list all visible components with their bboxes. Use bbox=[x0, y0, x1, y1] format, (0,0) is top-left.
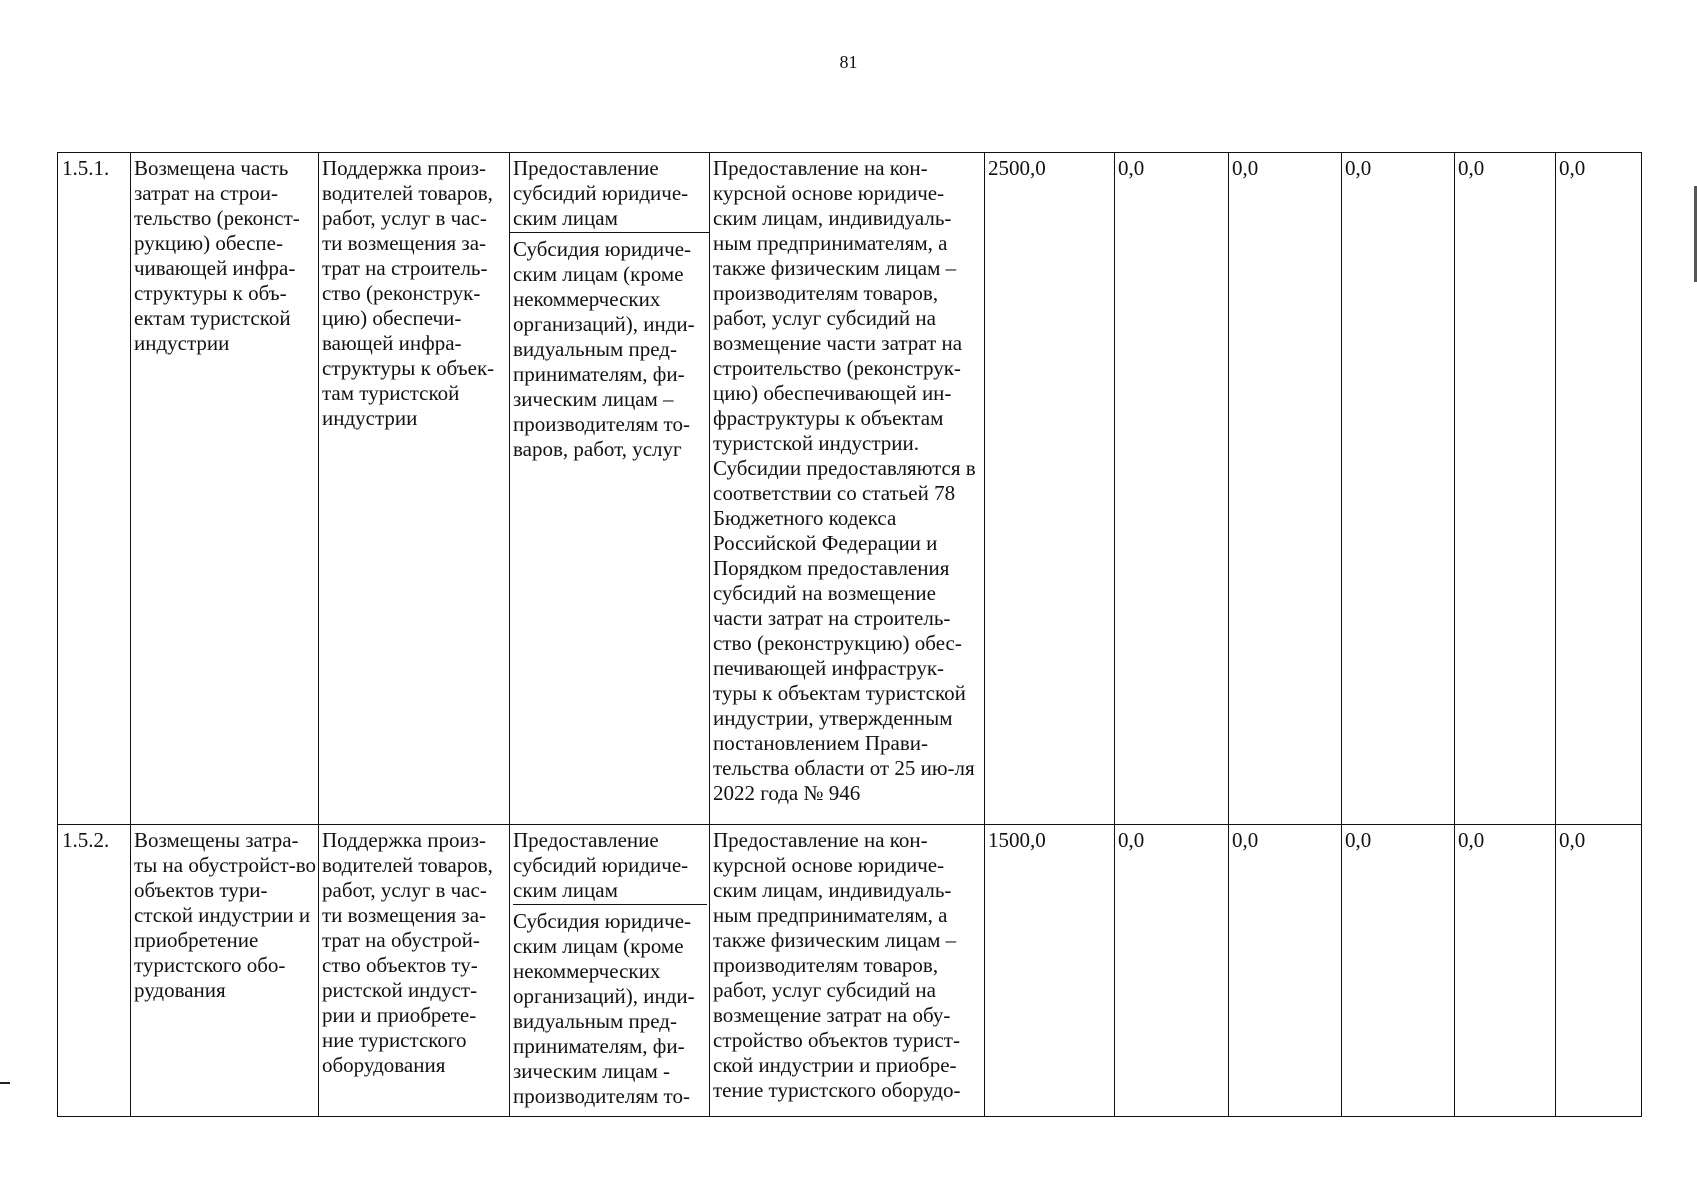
scan-margin-mark bbox=[0, 1082, 10, 1084]
value-cell: 0,0 bbox=[1342, 825, 1455, 1117]
table-row bbox=[58, 825, 1642, 1117]
value-cell: 0,0 bbox=[1229, 825, 1342, 1117]
mechanism-cell bbox=[510, 153, 710, 825]
measure-text: Поддержка произ-водителей товаров, работ, услуг в час-ти возмещения за-трат на строитель-ство (реконструк-цию) обеспечи-вающей инфра-структуры к объек-там туристской индустрии bbox=[322, 156, 495, 430]
mechanism-title: Предоставление субсидий юридиче-ским лицам bbox=[513, 828, 707, 905]
mechanism-detail: Субсидия юридиче-ским лицам (кроме некоммерческих организаций), инди-видуальным пред-принимателям, фи-зическим лицам – производителям то-варов, работ, услуг bbox=[513, 237, 695, 461]
value-cell: 0,0 bbox=[1342, 153, 1455, 825]
value-cell: 0,0 bbox=[1556, 153, 1642, 825]
value-cell: 0,0 bbox=[1455, 825, 1556, 1117]
program-measures-table bbox=[57, 152, 1642, 1117]
mechanism-detail: Субсидия юридиче-ским лицам (кроме некоммерческих организаций), инди-видуальным пред-принимателям, фи-зическим лицам - производителям то- bbox=[513, 909, 695, 1108]
value-cell: 0,0 bbox=[1115, 825, 1229, 1117]
measure-cell bbox=[319, 153, 510, 825]
result-cell bbox=[131, 153, 319, 825]
mechanism-title: Предоставление субсидий юридиче-ским лицам bbox=[510, 156, 709, 233]
measure-cell bbox=[319, 825, 510, 1117]
description-text: Предоставление на кон-курсной основе юридиче-ским лицам, индивидуаль-ным предпринимателям, а также физическим лицам – производителям товаров, работ, услуг субсидий на возмещение части затрат на строительство (реконструк-цию) обеспечивающей ин-фраструктуры к объектам туристской индустрии. Субсидии предоставляются в соответствии со статьей 78 Бюджетного кодекса Российской Федерации и Порядком предоставления субсидий на возмещение части затрат на строитель-ство (реконструкцию) обес-печивающей инфраструк-туры к объектам туристской индустрии, утвержденным постановлением Прави-тельства области от 25 ию-ля 2022 года № 946 bbox=[713, 156, 976, 805]
page-number: 81 bbox=[839, 52, 858, 72]
value-cell: 1500,0 bbox=[985, 825, 1115, 1117]
value-cell: 0,0 bbox=[1455, 153, 1556, 825]
value-cell: 0,0 bbox=[1115, 153, 1229, 825]
value-cell: 2500,0 bbox=[985, 153, 1115, 825]
table-row bbox=[58, 153, 1642, 825]
description-text: Предоставление на кон-курсной основе юридиче-ским лицам, индивидуаль-ным предпринимателям, а также физическим лицам – производителям товаров, работ, услуг субсидий на возмещение затрат на обу-стройство объектов турист-ской индустрии и приобре-тение туристского оборудо- bbox=[713, 828, 961, 1102]
value-cell: 0,0 bbox=[1556, 825, 1642, 1117]
result-cell bbox=[131, 825, 319, 1117]
result-text: Возмещена часть затрат на строи-тельство (реконст-рукцию) обеспе-чивающей инфра-структуры к объ-ектам туристской индустрии bbox=[134, 156, 300, 355]
mechanism-cell bbox=[510, 825, 710, 1117]
description-cell bbox=[710, 153, 985, 825]
row-code: 1.5.1. bbox=[58, 153, 131, 825]
result-text: Возмещены затра-ты на обустройст-во объектов тури-стской индустрии и приобретение туристского обо-рудования bbox=[134, 828, 316, 1002]
row-code: 1.5.2. bbox=[58, 825, 131, 1117]
value-cell: 0,0 bbox=[1229, 153, 1342, 825]
measure-text: Поддержка произ-водителей товаров, работ, услуг в час-ти возмещения за-трат на обустрой-ство объектов ту-ристской индуст-рии и приобрете-ние туристского оборудования bbox=[322, 828, 493, 1077]
description-cell bbox=[710, 825, 985, 1117]
